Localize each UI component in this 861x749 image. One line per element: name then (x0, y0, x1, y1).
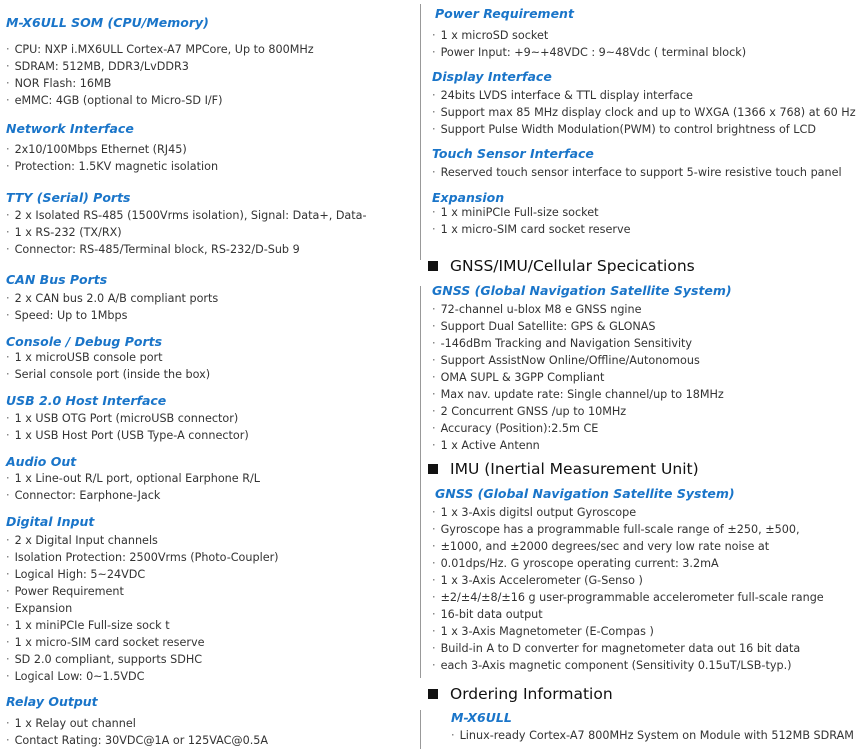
spec-item: · 1 x USB Host Port (USB Type-A connector) (6, 429, 249, 442)
section-title-console: Console / Debug Ports (6, 334, 163, 349)
section-title-relay: Relay Output (6, 694, 98, 709)
spec-item: · 1 x micro-SIM card socket reserve (6, 636, 205, 649)
section-title-power: Power Requirement (435, 6, 574, 21)
spec-item: · 2x10/100Mbps Ethernet (RJ45) (6, 143, 187, 156)
spec-item: · Contact Rating: 30VDC@1A or 125VAC@0.5A (6, 734, 269, 747)
spec-item: · SD 2.0 compliant, supports SDHC (6, 653, 203, 666)
spec-item: · 1 x microSD socket (432, 29, 549, 42)
spec-item: · Support Pulse Width Modulation(PWM) to control brightness of LCD (432, 123, 816, 136)
spec-item: · Gyroscope has a programmable full-scale range of ±250, ±500, (432, 523, 800, 536)
section-title-usb: USB 2.0 Host Interface (6, 393, 167, 408)
spec-item: · 1 x microUSB console port (6, 351, 163, 364)
spec-item: · -146dBm Tracking and Navigation Sensitivity (432, 337, 693, 350)
spec-item: · 1 x 3-Axis digitsl output Gyroscope (432, 506, 637, 519)
square-bullet-icon (428, 689, 438, 699)
spec-item: · eMMC: 4GB (optional to Micro-SD I/F) (6, 94, 223, 107)
spec-item: · 2 Concurrent GNSS /up to 10MHz (432, 405, 627, 418)
spec-item: · 1 x 3-Axis Magnetometer (E-Compas ) (432, 625, 654, 638)
spec-item: · 1 x miniPCIe Full-size socket (432, 206, 599, 219)
ordering-heading: Ordering Information (428, 685, 613, 703)
spec-item: · Protection: 1.5KV magnetic isolation (6, 160, 219, 173)
spec-item: · 2 x Digital Input channels (6, 534, 158, 547)
spec-item: · Linux-ready Cortex-A7 800MHz System on Module with 512MB SDRAM (451, 729, 854, 742)
spec-item: · 1 x USB OTG Port (microUSB connector) (6, 412, 239, 425)
spec-item: · each 3-Axis magnetic component (Sensitivity 0.15uT/LSB-typ.) (432, 659, 792, 672)
spec-item: · Connector: Earphone-Jack (6, 489, 161, 502)
section-title-digital-input: Digital Input (6, 514, 95, 529)
square-bullet-icon (428, 464, 438, 474)
square-bullet-icon (428, 261, 438, 271)
section-title-network: Network Interface (6, 121, 134, 136)
spec-item: · Reserved touch sensor interface to support 5-wire resistive touch panel (432, 166, 842, 179)
spec-item: · 1 x Line-out R/L port, optional Earphone R/L (6, 472, 260, 485)
spec-item: · Expansion (6, 602, 73, 615)
spec-item: · 1 x Relay out channel (6, 717, 136, 730)
section-title-gnss: GNSS (Global Navigation Satellite System) (432, 283, 732, 298)
section-title-tty: TTY (Serial) Ports (6, 190, 131, 205)
spec-item: · Support AssistNow Online/Offline/Autonomous (432, 354, 700, 367)
spec-item: · 1 x 3-Axis Accelerometer (G-Senso ) (432, 574, 643, 587)
spec-item: · Serial console port (inside the box) (6, 368, 211, 381)
column-divider (420, 4, 421, 260)
spec-item: · 1 x miniPCIe Full-size sock t (6, 619, 170, 632)
section-title-som: M-X6ULL SOM (CPU/Memory) (6, 15, 209, 30)
spec-item: · Connector: RS-485/Terminal block, RS-232/D-Sub 9 (6, 243, 300, 256)
section-title-touch: Touch Sensor Interface (432, 146, 594, 161)
spec-item: · CPU: NXP i.MX6ULL Cortex-A7 MPCore, Up to 800MHz (6, 43, 314, 56)
spec-item: · 2 x CAN bus 2.0 A/B compliant ports (6, 292, 219, 305)
section-title-expansion: Expansion (432, 190, 505, 205)
spec-item: · OMA SUPL & 3GPP Compliant (432, 371, 605, 384)
spec-item: · 0.01dps/Hz. G yroscope operating current: 3.2mA (432, 557, 719, 570)
spec-item: · Support max 85 MHz display clock and up to WXGA (1366 x 768) at 60 Hz (432, 106, 856, 119)
spec-item: · 2 x Isolated RS-485 (1500Vrms isolation), Signal: Data+, Data- (6, 209, 367, 222)
gnss-imu-cellular-heading: GNSS/IMU/Cellular Specications (428, 257, 695, 275)
spec-item: · 72-channel u-blox M8 e GNSS ngine (432, 303, 642, 316)
section-title-imu: GNSS (Global Navigation Satellite System) (435, 486, 735, 501)
spec-item: · 16-bit data output (432, 608, 543, 621)
spec-item: · NOR Flash: 16MB (6, 77, 112, 90)
spec-item: · ±2/±4/±8/±16 g user-programmable accelerometer full-scale range (432, 591, 824, 604)
spec-item: · Power Requirement (6, 585, 124, 598)
spec-item: · Speed: Up to 1Mbps (6, 309, 128, 322)
spec-item: · 1 x RS-232 (TX/RX) (6, 226, 122, 239)
spec-item: · Isolation Protection: 2500Vrms (Photo-Coupler) (6, 551, 279, 564)
column-divider (420, 286, 421, 678)
spec-item: · Build-in A to D converter for magnetometer data out 16 bit data (432, 642, 801, 655)
spec-item: · Power Input: +9~+48VDC : 9~48Vdc ( terminal block) (432, 46, 747, 59)
spec-item: · Support Dual Satellite: GPS & GLONAS (432, 320, 656, 333)
spec-item: · SDRAM: 512MB, DDR3/LvDDR3 (6, 60, 189, 73)
spec-item: · Accuracy (Position):2.5m CE (432, 422, 599, 435)
column-divider (420, 710, 421, 749)
spec-item: · ±1000, and ±2000 degrees/sec and very low rate noise at (432, 540, 770, 553)
spec-item: · 24bits LVDS interface & TTL display interface (432, 89, 693, 102)
spec-item: · Logical Low: 0~1.5VDC (6, 670, 145, 683)
spec-item: · Max nav. update rate: Single channel/up to 18MHz (432, 388, 724, 401)
imu-heading: IMU (Inertial Measurement Unit) (428, 460, 699, 478)
spec-item: · 1 x micro-SIM card socket reserve (432, 223, 631, 236)
section-title-audio: Audio Out (6, 454, 77, 469)
section-title-can: CAN Bus Ports (6, 272, 108, 287)
spec-item: · Logical High: 5~24VDC (6, 568, 146, 581)
spec-item: · 1 x Active Antenn (432, 439, 540, 452)
section-title-ordering: M-X6ULL (451, 710, 512, 725)
section-title-display: Display Interface (432, 69, 552, 84)
